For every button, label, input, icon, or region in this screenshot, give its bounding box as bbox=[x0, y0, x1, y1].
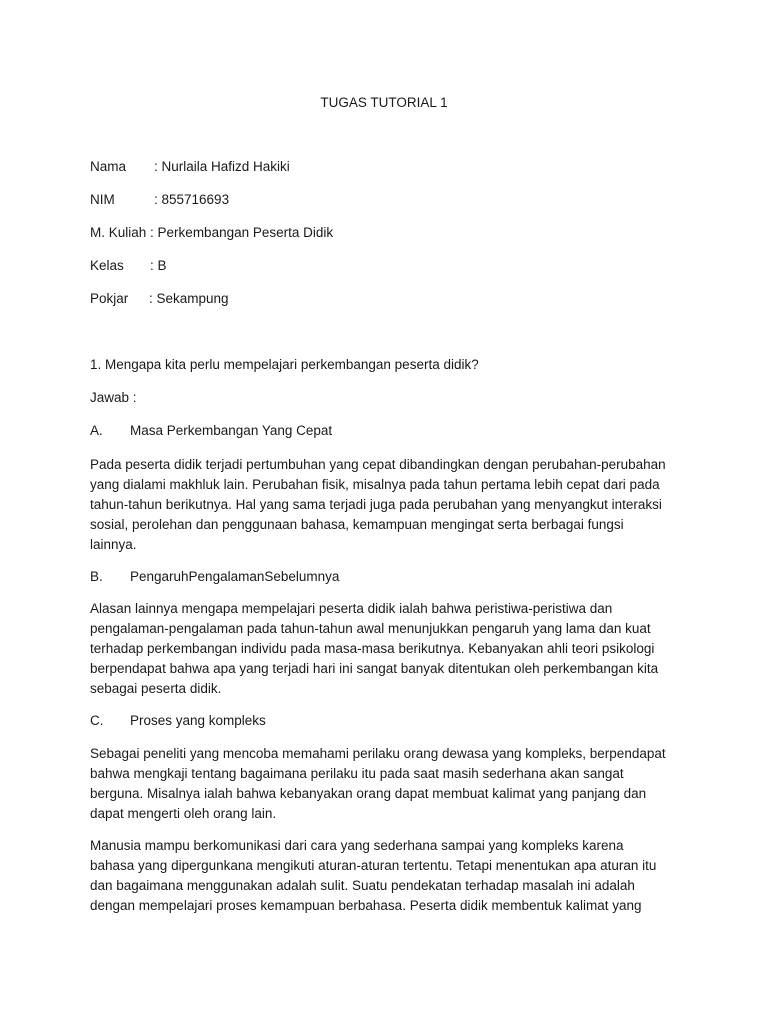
identity-value: : Sekampung bbox=[149, 291, 229, 306]
section-c-paragraph-2 bbox=[90, 836, 690, 916]
section-title: PengaruhPengalamanSebelumnya bbox=[130, 569, 340, 584]
paragraph-line: sebagai peserta didik. bbox=[90, 681, 222, 696]
section-letter: A. bbox=[90, 423, 103, 438]
paragraph-line: lainnya. bbox=[90, 537, 137, 552]
question-text: 1. Mengapa kita perlu mempelajari perkembangan peserta didik? bbox=[90, 357, 479, 372]
section-heading-a bbox=[90, 421, 332, 441]
paragraph-line: berpendapat bahwa apa yang terjadi hari ini sangat banyak ditentukan oleh perkembangan kita bbox=[90, 661, 659, 676]
section-letter: B. bbox=[90, 569, 103, 584]
paragraph-line: pengalaman-pengalaman pada tahun-tahun awal menunjukkan pengaruh yang lama dan kuat bbox=[90, 621, 651, 636]
paragraph-line: yang dialami makhluk lain. Perubahan fisik, misalnya pada tahun pertama lebih cepat dari pada bbox=[90, 477, 660, 492]
identity-row-kelas bbox=[90, 256, 167, 276]
section-c-paragraph-1 bbox=[90, 744, 690, 824]
identity-label: M. Kuliah bbox=[90, 225, 147, 240]
section-heading-c bbox=[90, 711, 266, 731]
section-letter: C. bbox=[90, 713, 104, 728]
paragraph-line: bahasa yang dipergunkana mengikuti aturan-aturan tertentu. Tetapi menentukan apa aturan itu bbox=[90, 858, 657, 873]
paragraph-line: terhadap perkembangan individu pada masa-masa berikutnya. Kebanyakan ahli teori psikologi bbox=[90, 641, 655, 656]
identity-row-mata-kuliah bbox=[90, 223, 333, 243]
paragraph-line: dengan mempelajari proses kemampuan berbahasa. Peserta didik membentuk kalimat yang bbox=[90, 898, 642, 913]
section-heading-b bbox=[90, 567, 339, 587]
identity-row-pokjar bbox=[90, 289, 229, 309]
identity-value: : 855716693 bbox=[154, 192, 230, 207]
paragraph-line: dapat mengerti oleh orang lain. bbox=[90, 806, 277, 821]
paragraph-line: Alasan lainnya mengapa mempelajari peserta didik ialah bahwa peristiwa-peristiwa dan bbox=[90, 601, 613, 616]
section-b-paragraph bbox=[90, 599, 690, 699]
document-title: TUGAS TUTORIAL 1 bbox=[320, 95, 448, 110]
paragraph-line: tahun-tahun berikutnya. Hal yang sama terjadi juga pada perubahan yang menyangkut interaksi bbox=[90, 497, 662, 512]
identity-label: Nama bbox=[90, 159, 127, 174]
section-a-paragraph bbox=[90, 455, 690, 555]
identity-row-nama bbox=[90, 157, 290, 177]
paragraph-line: dan bagaimana menggunakan adalah sulit. Suatu pendekatan terhadap masalah ini adalah bbox=[90, 878, 635, 893]
identity-value: : Nurlaila Hafizd Hakiki bbox=[154, 159, 290, 174]
answer-label: Jawab : bbox=[90, 390, 137, 405]
paragraph-line: Manusia mampu berkomunikasi dari cara yang sederhana sampai yang kompleks karena bbox=[90, 838, 624, 853]
paragraph-line: Pada peserta didik terjadi pertumbuhan yang cepat dibandingkan dengan perubahan-perubahan bbox=[90, 457, 666, 472]
identity-label: Kelas bbox=[90, 258, 124, 273]
section-title: Masa Perkembangan Yang Cepat bbox=[130, 423, 333, 438]
identity-value: : Perkembangan Peserta Didik bbox=[150, 225, 334, 240]
identity-value: : B bbox=[150, 258, 167, 273]
paragraph-line: bahwa mengkaji tentang bagaimana perilaku itu pada saat masih sederhana akan sangat bbox=[90, 766, 624, 781]
identity-row-nim bbox=[90, 190, 230, 210]
paragraph-line: sosial, perolehan dan penggunaan bahasa, kemampuan mengingat serta berbagai fungsi bbox=[90, 517, 624, 532]
paragraph-line: berguna. Misalnya ialah bahwa kebanyakan orang dapat membuat kalimat yang panjang dan bbox=[90, 786, 647, 801]
identity-label: Pokjar bbox=[90, 291, 129, 306]
paragraph-line: Sebagai peneliti yang mencoba memahami perilaku orang dewasa yang kompleks, berpendapat bbox=[90, 746, 666, 761]
identity-label: NIM bbox=[90, 192, 115, 207]
section-title: Proses yang kompleks bbox=[130, 713, 266, 728]
